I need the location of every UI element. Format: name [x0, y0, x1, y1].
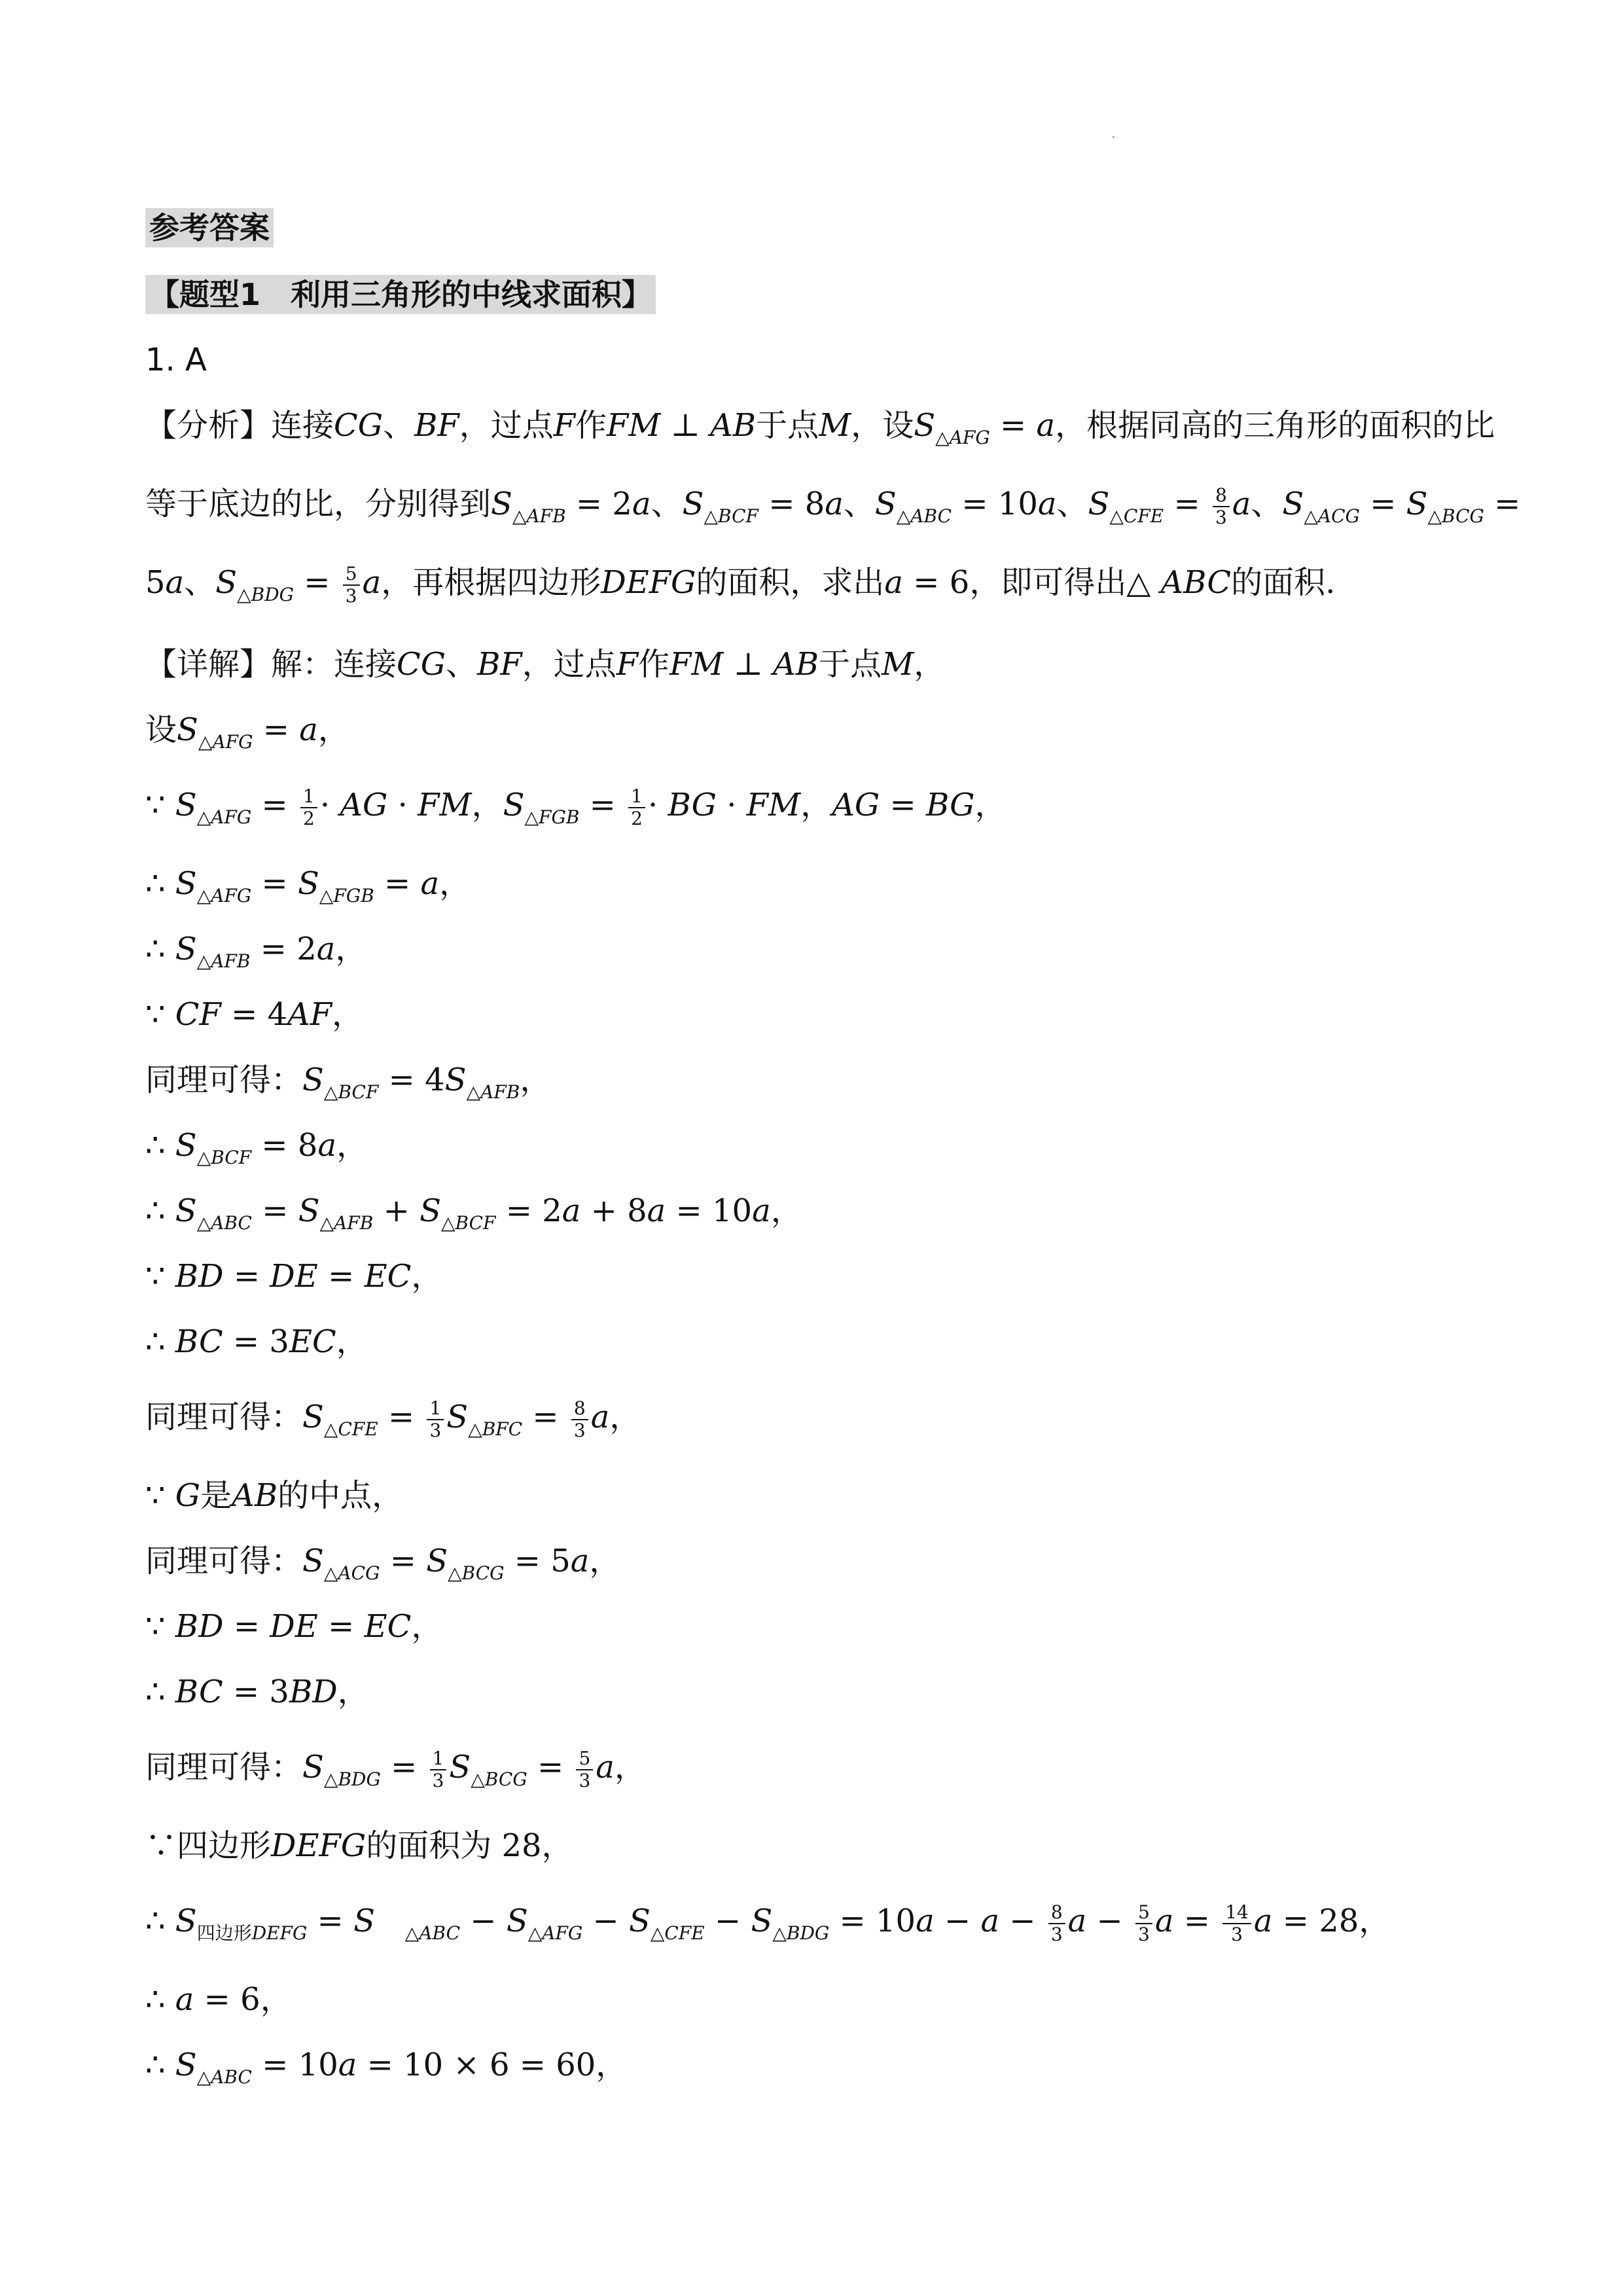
answer-choice: 1. A — [145, 342, 207, 378]
detail-line-15: ∵ BD = DE = EC， — [145, 1608, 443, 1645]
detail-line-11: ∴ BC = 3EC， — [145, 1323, 368, 1360]
detail-line-9: ∴ $S_{\triangle ABC} = S_{\triangle AFB} + S_{\triangle BCF} = 2a + 8a = 10a$， — [145, 1193, 802, 1234]
detail-line-14: 同理可得：$S_{\triangle ACG} = S_{\triangle BCG} = 5a$， — [145, 1543, 621, 1584]
detail-line-16: ∴ BC = 3BD， — [145, 1674, 369, 1710]
speck — [1113, 136, 1115, 138]
detail-line-21: ∴ $S_{\triangle ABC} = 10a = 10 \times 6 = 60$， — [145, 2047, 628, 2088]
analysis-line-2: 等于底边的比，分别得到$S_{\triangle AFB} = 2a$、$S_{\triangle BCF} = 8a$、$S_{\triangle ABC} = 10a$、$S_{\triangle CFE}$ = $\frac{8}{3}$ a、$S_{\triangle ACG} = S_{\triangle BCG}$ = — [145, 484, 1521, 528]
detail-line-18: ∵四边形DEFG的面积为 28， — [145, 1827, 573, 1864]
analysis-line-3: 5a、$S_{\triangle BDG}$ = $\frac{5}{3}$ a，再根据四边形DEFG的面积，求出a = 6，即可得出△ ABC的面积. — [145, 562, 1336, 607]
detail-line-13: ∵ G是AB的中点， — [145, 1477, 404, 1514]
detail-line-3: ∵ $S_{\triangle AFG}$ = $\frac{1}{2}$ · AG · FM，$S_{\triangle FGB}$ = $\frac{1}{2}$ · BG · FM，AG = BG， — [145, 785, 1007, 829]
section-heading: 【题型1 利用三角形的中线求面积】 — [145, 275, 656, 314]
detail-line-17: 同理可得：$S_{\triangle BDG}$ = $\frac{1}{3}$ $S_{\triangle BCG}$ = $\frac{5}{3}$ a， — [145, 1747, 646, 1791]
detail-line-7: 同理可得：$S_{\triangle BCF} = 4S_{\triangle AFB}$， — [145, 1062, 552, 1103]
detail-line-12: 同理可得：$S_{\triangle CFE}$ = $\frac{1}{3}$ $S_{\triangle BFC}$ = $\frac{8}{3}$ a， — [145, 1397, 641, 1441]
detail-line-6: ∵ CF = 4AF， — [145, 996, 364, 1033]
detail-line-8: ∴ $S_{\triangle BCF} = 8a$， — [145, 1127, 368, 1168]
detail-line-5: ∴ $S_{\triangle AFB} = 2a$， — [145, 931, 367, 972]
detail-line-10: ∵ BD = DE = EC， — [145, 1258, 443, 1295]
answer-heading: 参考答案 — [145, 208, 274, 247]
analysis-line-1: 【分析】连接CG、BF，过点F作FM ⊥ AB于点M，设$S_{\triangle AFG} = a$，根据同高的三角形的面积的比 — [145, 407, 1495, 448]
detail-line-2: 设$S_{\triangle AFG} = a$， — [145, 711, 349, 753]
detail-line-1: 【详解】解：连接CG、BF，过点F作FM ⊥ AB于点M， — [145, 646, 946, 683]
detail-line-4: ∴ $S_{\triangle AFG} = S_{\triangle FGB} = a$， — [145, 865, 471, 906]
detail-line-20: ∴ a = 6， — [145, 1981, 292, 2018]
detail-line-19: ∴ $S_{四边形DEFG} = S$ $_{\triangle ABC} - S_{\triangle AFG} - S_{\triangle CFE} - S_{\triangle BDG} = 10a - a$ − $\frac{8}{3}$ a − $\frac{5}{3}$ a = $\frac{14}{3}$ a = 28， — [145, 1901, 1391, 1945]
